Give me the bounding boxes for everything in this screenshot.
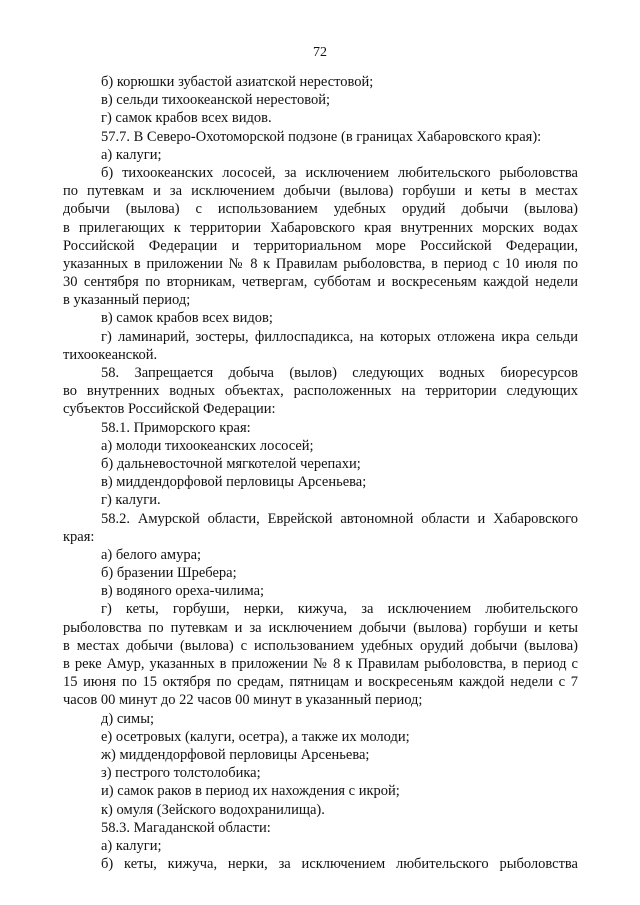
text-line: в) сельди тихоокеанской нерестовой;	[101, 92, 330, 109]
text-line: 57.7. В Северо-Охотоморской подзоне (в границах Хабаровского края):	[101, 128, 542, 145]
text-line: б) кеты, кижуча, нерки, за исключением любительского рыболовства	[101, 856, 578, 873]
text-line: добычи (вылова) с использованием удебных орудий добычи (вылова)	[63, 201, 578, 218]
text-line: д) симы;	[101, 710, 154, 727]
text-line: 58. Запрещается добыча (вылов) следующих водных биоресурсов	[101, 365, 578, 381]
page-number: 72	[313, 45, 327, 60]
text-line: в местах добычи (вылова) с использованием удебных орудий добычи (вылова)	[63, 637, 578, 654]
text-line: в реке Амур, указанных в приложении № 8 к Правилам рыболовства, в период с	[63, 656, 578, 672]
text-line: края:	[63, 528, 95, 545]
text-line: в указанный период;	[63, 292, 191, 309]
text-line: 58.3. Магаданской области:	[101, 819, 271, 836]
text-line: к) омуля (Зейского водохранилища).	[101, 801, 325, 818]
text-line: ж) миддендорфовой перловицы Арсеньева;	[101, 746, 370, 763]
text-line: б) тихоокеанских лососей, за исключением любительского рыболовства	[101, 164, 578, 181]
text-line: з) пестрого толстолобика;	[101, 765, 261, 782]
text-line: указанных в приложении № 8 к Правилам рыболовства, в период с 10 июля по	[63, 255, 578, 272]
text-line: а) калуги;	[101, 146, 162, 163]
text-line: г) калуги.	[101, 492, 161, 509]
text-line: 30 сентября по вторникам, четвергам, субботам и воскресеньям каждой недели	[63, 274, 578, 291]
text-line: по путевкам и за исключением добычи (вылова) горбуши и кеты в местах	[63, 183, 578, 200]
text-line: а) молоди тихоокеанских лососей;	[101, 437, 314, 454]
text-line: часов 00 минут до 22 часов 00 минут в указанный период;	[63, 692, 423, 709]
text-line: 58.2. Амурской области, Еврейской автономной области и Хабаровского	[101, 510, 578, 527]
text-line: в) миддендорфовой перловицы Арсеньева;	[101, 474, 367, 491]
text-line: во внутренних водных объектах, расположенных на территории следующих	[63, 383, 578, 400]
text-line: г) кеты, горбуши, нерки, кижуча, за исключением любительского	[101, 601, 578, 618]
text-line: 15 июня по 15 октября по средам, пятницам и воскресеньям каждой недели с 7	[63, 674, 578, 691]
text-line: г) ламинарий, зостеры, филлоспадикса, на которых отложена икра сельди	[101, 328, 578, 345]
text-line: б) дальневосточной мягкотелой черепахи;	[101, 455, 361, 472]
text-line: е) осетровых (калуги, осетра), а также их молоди;	[101, 728, 410, 745]
text-line: и) самок раков в период их нахождения с икрой;	[101, 783, 400, 800]
document-body	[63, 73, 578, 873]
text-line: а) белого амура;	[101, 546, 202, 563]
text-line: рыболовства по путевкам и за исключением добычи (вылова) горбуши и кеты	[63, 619, 578, 636]
text-line: г) самок крабов всех видов.	[101, 110, 272, 127]
text-line: Российской Федерации и территориальном море Российской Федерации,	[63, 237, 578, 254]
text-line: в) самок крабов всех видов;	[101, 310, 273, 327]
text-line: в прилегающих к территории Хабаровского края внутренних морских водах	[63, 219, 578, 236]
text-line: в) водяного ореха-чилима;	[101, 583, 265, 600]
text-line: б) бразении Шребера;	[101, 565, 237, 582]
text-line: субъектов Российской Федерации:	[63, 401, 276, 418]
text-line: тихоокеанской.	[63, 346, 158, 363]
text-line: а) калуги;	[101, 837, 162, 854]
text-line: б) корюшки зубастой азиатской нерестовой;	[101, 74, 374, 90]
text-line: 58.1. Приморского края:	[101, 419, 251, 436]
